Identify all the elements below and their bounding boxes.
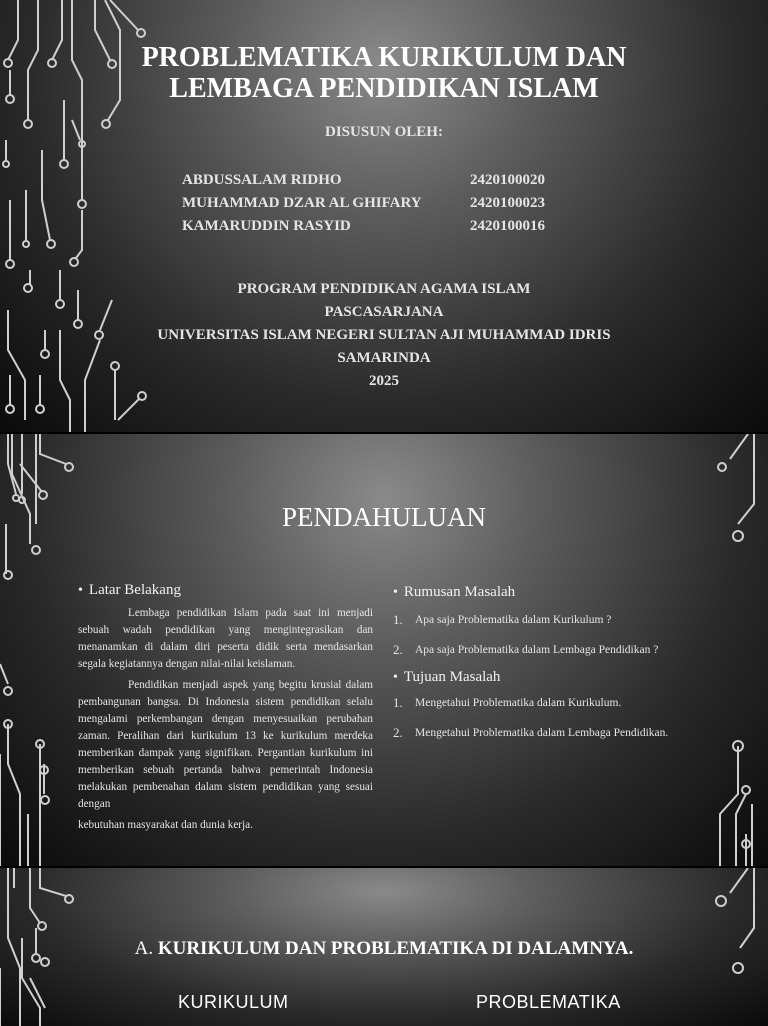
- section-heading: [0, 938, 768, 960]
- composed-by-label: DISUSUN OLEH:: [325, 124, 443, 140]
- numbered-list: [393, 609, 689, 661]
- paragraph: kebutuhan masyarakat dan dunia kerja.: [78, 819, 253, 831]
- problem-column: [393, 584, 689, 752]
- author-name: KAMARUDDIN RASYID: [182, 218, 351, 234]
- bullet-heading: [393, 584, 689, 601]
- background-column: [78, 582, 373, 838]
- author-name: MUHAMMAD DZAR AL GHIFARY: [182, 195, 422, 211]
- curriculum-slide: [0, 868, 768, 1026]
- subheading-right: PROBLEMATIKA: [476, 992, 621, 1012]
- list-item: 1. Apa saja Problematika dalam Kurikulum ?: [393, 612, 612, 627]
- list-item: 2. Apa saja Problematika dalam Lembaga Pendidikan ?: [393, 642, 659, 657]
- institution-block: [0, 278, 768, 393]
- university-name: UNIVERSITAS ISLAM NEGERI SULTAN AJI MUHAMMAD IDRIS: [157, 327, 611, 343]
- section-title: PENDAHULUAN: [282, 502, 486, 532]
- author-row: [182, 216, 582, 239]
- author-list: [182, 170, 582, 239]
- section-prefix: A.: [134, 938, 154, 959]
- author-name: ABDUSSALAM RIDHO: [182, 172, 342, 188]
- program-name: PROGRAM PENDIDIKAN AGAMA ISLAM: [237, 281, 531, 297]
- title-line-2: LEMBAGA PENDIDIKAN ISLAM: [169, 73, 599, 104]
- author-row: [182, 193, 582, 216]
- introduction-slide: [0, 434, 768, 866]
- bullet-icon: •: [393, 584, 398, 600]
- numbered-list: [393, 692, 689, 744]
- heading-text: Tujuan Masalah: [403, 669, 501, 685]
- list-item: 1. Mengetahui Problematika dalam Kurikulum.: [393, 695, 622, 710]
- author-id: 2420100020: [470, 172, 545, 188]
- paragraph: Pendidikan menjadi aspek yang begitu krusial dalam pembangunan bangsa. Di Indonesia sistem pendidikan selalu mengalami perkembangan dengan menyesuaikan perubahan zaman. Peralihan dari kurikulum 13 ke kurikulum merdeka memberikan dampak yang signifikan. Pergantian kurikulum ini memberikan sebuah pertanda bahwa pemerintah Indonesia melakukan pembenahan dalam sistem pendidikan yang sesuai dengan: [78, 679, 373, 810]
- author-id: 2420100023: [470, 195, 545, 211]
- list-item: 2. Mengetahui Problematika dalam Lembaga Pendidikan.: [393, 725, 669, 740]
- bullet-heading: [78, 582, 373, 599]
- city-name: SAMARINDA: [337, 350, 431, 366]
- title-line-1: PROBLEMATIKA KURIKULUM DAN: [141, 42, 627, 73]
- presentation-title: [0, 42, 768, 104]
- paragraph: Lembaga pendidikan Islam pada saat ini menjadi sebuah wadah pendidikan yang mengintegrasikan dan menanamkan di dalam diri peserta didik serta mendasarkan segala kegiatannya dengan nilai-nilai keislaman.: [78, 607, 373, 670]
- author-row: [182, 170, 582, 193]
- heading-text: Latar Belakang: [88, 582, 181, 598]
- heading-text: Rumusan Masalah: [403, 584, 516, 600]
- section-heading-text: KURIKULUM DAN PROBLEMATIKA DI DALAMNYA.: [157, 938, 634, 959]
- bullet-heading: [393, 669, 689, 686]
- author-id: 2420100016: [470, 218, 545, 234]
- title-slide: [0, 0, 768, 432]
- bullet-icon: •: [78, 582, 83, 598]
- faculty-name: PASCASARJANA: [324, 304, 444, 320]
- year: 2025: [369, 373, 399, 389]
- subheading-left: KURIKULUM: [178, 992, 289, 1012]
- bullet-icon: •: [393, 669, 398, 685]
